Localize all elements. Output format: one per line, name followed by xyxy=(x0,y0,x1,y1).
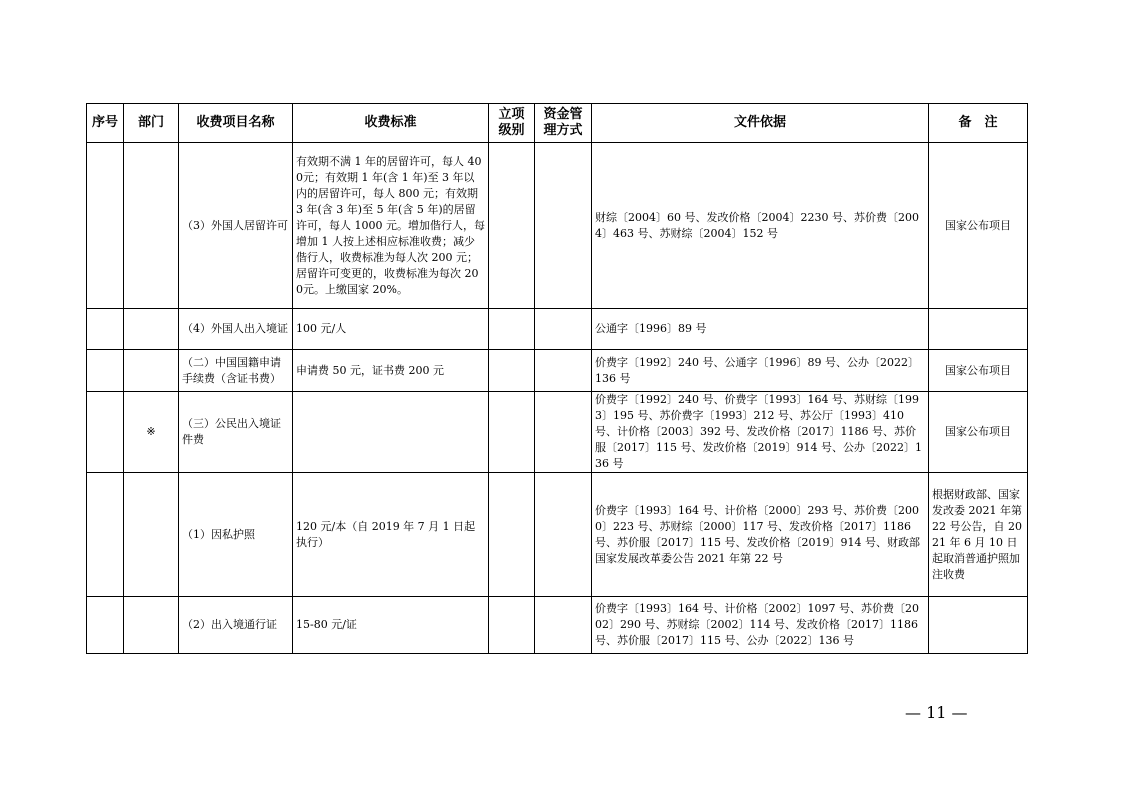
cell-note: 国家公布项目 xyxy=(929,350,1028,392)
table-row xyxy=(87,309,1028,350)
cell-basis: 财综〔2004〕60 号、发改价格〔2004〕2230 号、苏价费〔2004〕463 号、苏财综〔2004〕152 号 xyxy=(592,143,929,309)
cell-level xyxy=(489,392,535,473)
cell-seq xyxy=(87,309,124,350)
header-standard: 收费标准 xyxy=(293,104,489,143)
cell-standard: 100 元/人 xyxy=(293,309,489,350)
cell-standard: 有效期不满 1 年的居留许可，每人 400元；有效期 1 年(含 1 年)至 3 年以内的居留许可，每人 800 元；有效期 3 年(含 3 年)至 5 年(含 5 年)的居留许可，每人 1000 元。增加偕行人，每增加 1 人按上述相应标准收费；减少偕行人，收费标准为每人次 200 元；居留许可变更的，收费标准为每次 200元。上缴国家 20%。 xyxy=(293,143,489,309)
cell-basis: 价费字〔1992〕240 号、公通字〔1996〕89 号、公办〔2022〕136 号 xyxy=(592,350,929,392)
cell-name: （2）出入境通行证 xyxy=(179,597,293,654)
cell-dept: ※ xyxy=(124,392,179,473)
cell-level xyxy=(489,597,535,654)
cell-note xyxy=(929,309,1028,350)
header-level: 立项 级别 xyxy=(489,104,535,143)
cell-basis: 价费字〔1992〕240 号、价费字〔1993〕164 号、苏财综〔1993〕195 号、苏价费字〔1993〕212 号、苏公厅〔1993〕410 号、计价格〔2003〕392 号、发改价格〔2017〕1186 号、苏价服〔2017〕115 号、发改价格〔2019〕914 号、公办〔2022〕136 号 xyxy=(592,392,929,473)
cell-fund xyxy=(535,392,592,473)
cell-note: 国家公布项目 xyxy=(929,143,1028,309)
cell-seq xyxy=(87,392,124,473)
header-note: 备 注 xyxy=(929,104,1028,143)
cell-seq xyxy=(87,143,124,309)
cell-dept xyxy=(124,473,179,597)
cell-note xyxy=(929,597,1028,654)
header-dept: 部门 xyxy=(124,104,179,143)
cell-name: （1）因私护照 xyxy=(179,473,293,597)
table-row xyxy=(87,597,1028,654)
cell-dept xyxy=(124,309,179,350)
cell-dept xyxy=(124,597,179,654)
cell-fund xyxy=(535,597,592,654)
table-row xyxy=(87,143,1028,309)
cell-basis: 价费字〔1993〕164 号、计价格〔2000〕293 号、苏价费〔2000〕223 号、苏财综〔2000〕117 号、发改价格〔2017〕1186 号、苏价服〔2017〕115 号、发改价格〔2019〕914 号、财政部 国家发展改革委公告 2021 年第 22 号 xyxy=(592,473,929,597)
cell-dept xyxy=(124,143,179,309)
cell-seq xyxy=(87,350,124,392)
cell-name: （三）公民出入境证件费 xyxy=(179,392,293,473)
header-seq: 序号 xyxy=(87,104,124,143)
fee-table xyxy=(86,103,1028,654)
cell-name: （二）中国国籍申请手续费（含证书费） xyxy=(179,350,293,392)
cell-level xyxy=(489,473,535,597)
cell-standard: 120 元/本（自 2019 年 7 月 1 日起执行） xyxy=(293,473,489,597)
cell-dept xyxy=(124,350,179,392)
cell-standard: 15-80 元/证 xyxy=(293,597,489,654)
cell-basis: 公通字〔1996〕89 号 xyxy=(592,309,929,350)
cell-fund xyxy=(535,350,592,392)
cell-seq xyxy=(87,473,124,597)
cell-fund xyxy=(535,143,592,309)
cell-fund xyxy=(535,473,592,597)
cell-level xyxy=(489,309,535,350)
cell-standard: 申请费 50 元，证书费 200 元 xyxy=(293,350,489,392)
table-header-row xyxy=(87,104,1028,143)
cell-seq xyxy=(87,597,124,654)
cell-name: （4）外国人出入境证 xyxy=(179,309,293,350)
cell-standard xyxy=(293,392,489,473)
header-fund: 资金管 理方式 xyxy=(535,104,592,143)
cell-note: 根据财政部、国家发改委 2021 年第 22 号公告，自 2021 年 6 月 10 日起取消普通护照加注收费 xyxy=(929,473,1028,597)
page-number: — 11 — xyxy=(905,703,968,722)
table-row xyxy=(87,473,1028,597)
table-row xyxy=(87,350,1028,392)
header-name: 收费项目名称 xyxy=(179,104,293,143)
cell-level xyxy=(489,350,535,392)
cell-fund xyxy=(535,309,592,350)
cell-name: （3）外国人居留许可 xyxy=(179,143,293,309)
header-basis: 文件依据 xyxy=(592,104,929,143)
cell-note: 国家公布项目 xyxy=(929,392,1028,473)
table-row xyxy=(87,392,1028,473)
cell-level xyxy=(489,143,535,309)
cell-basis: 价费字〔1993〕164 号、计价格〔2002〕1097 号、苏价费〔2002〕290 号、苏财综〔2002〕114 号、发改价格〔2017〕1186 号、苏价服〔2017〕115 号、公办〔2022〕136 号 xyxy=(592,597,929,654)
